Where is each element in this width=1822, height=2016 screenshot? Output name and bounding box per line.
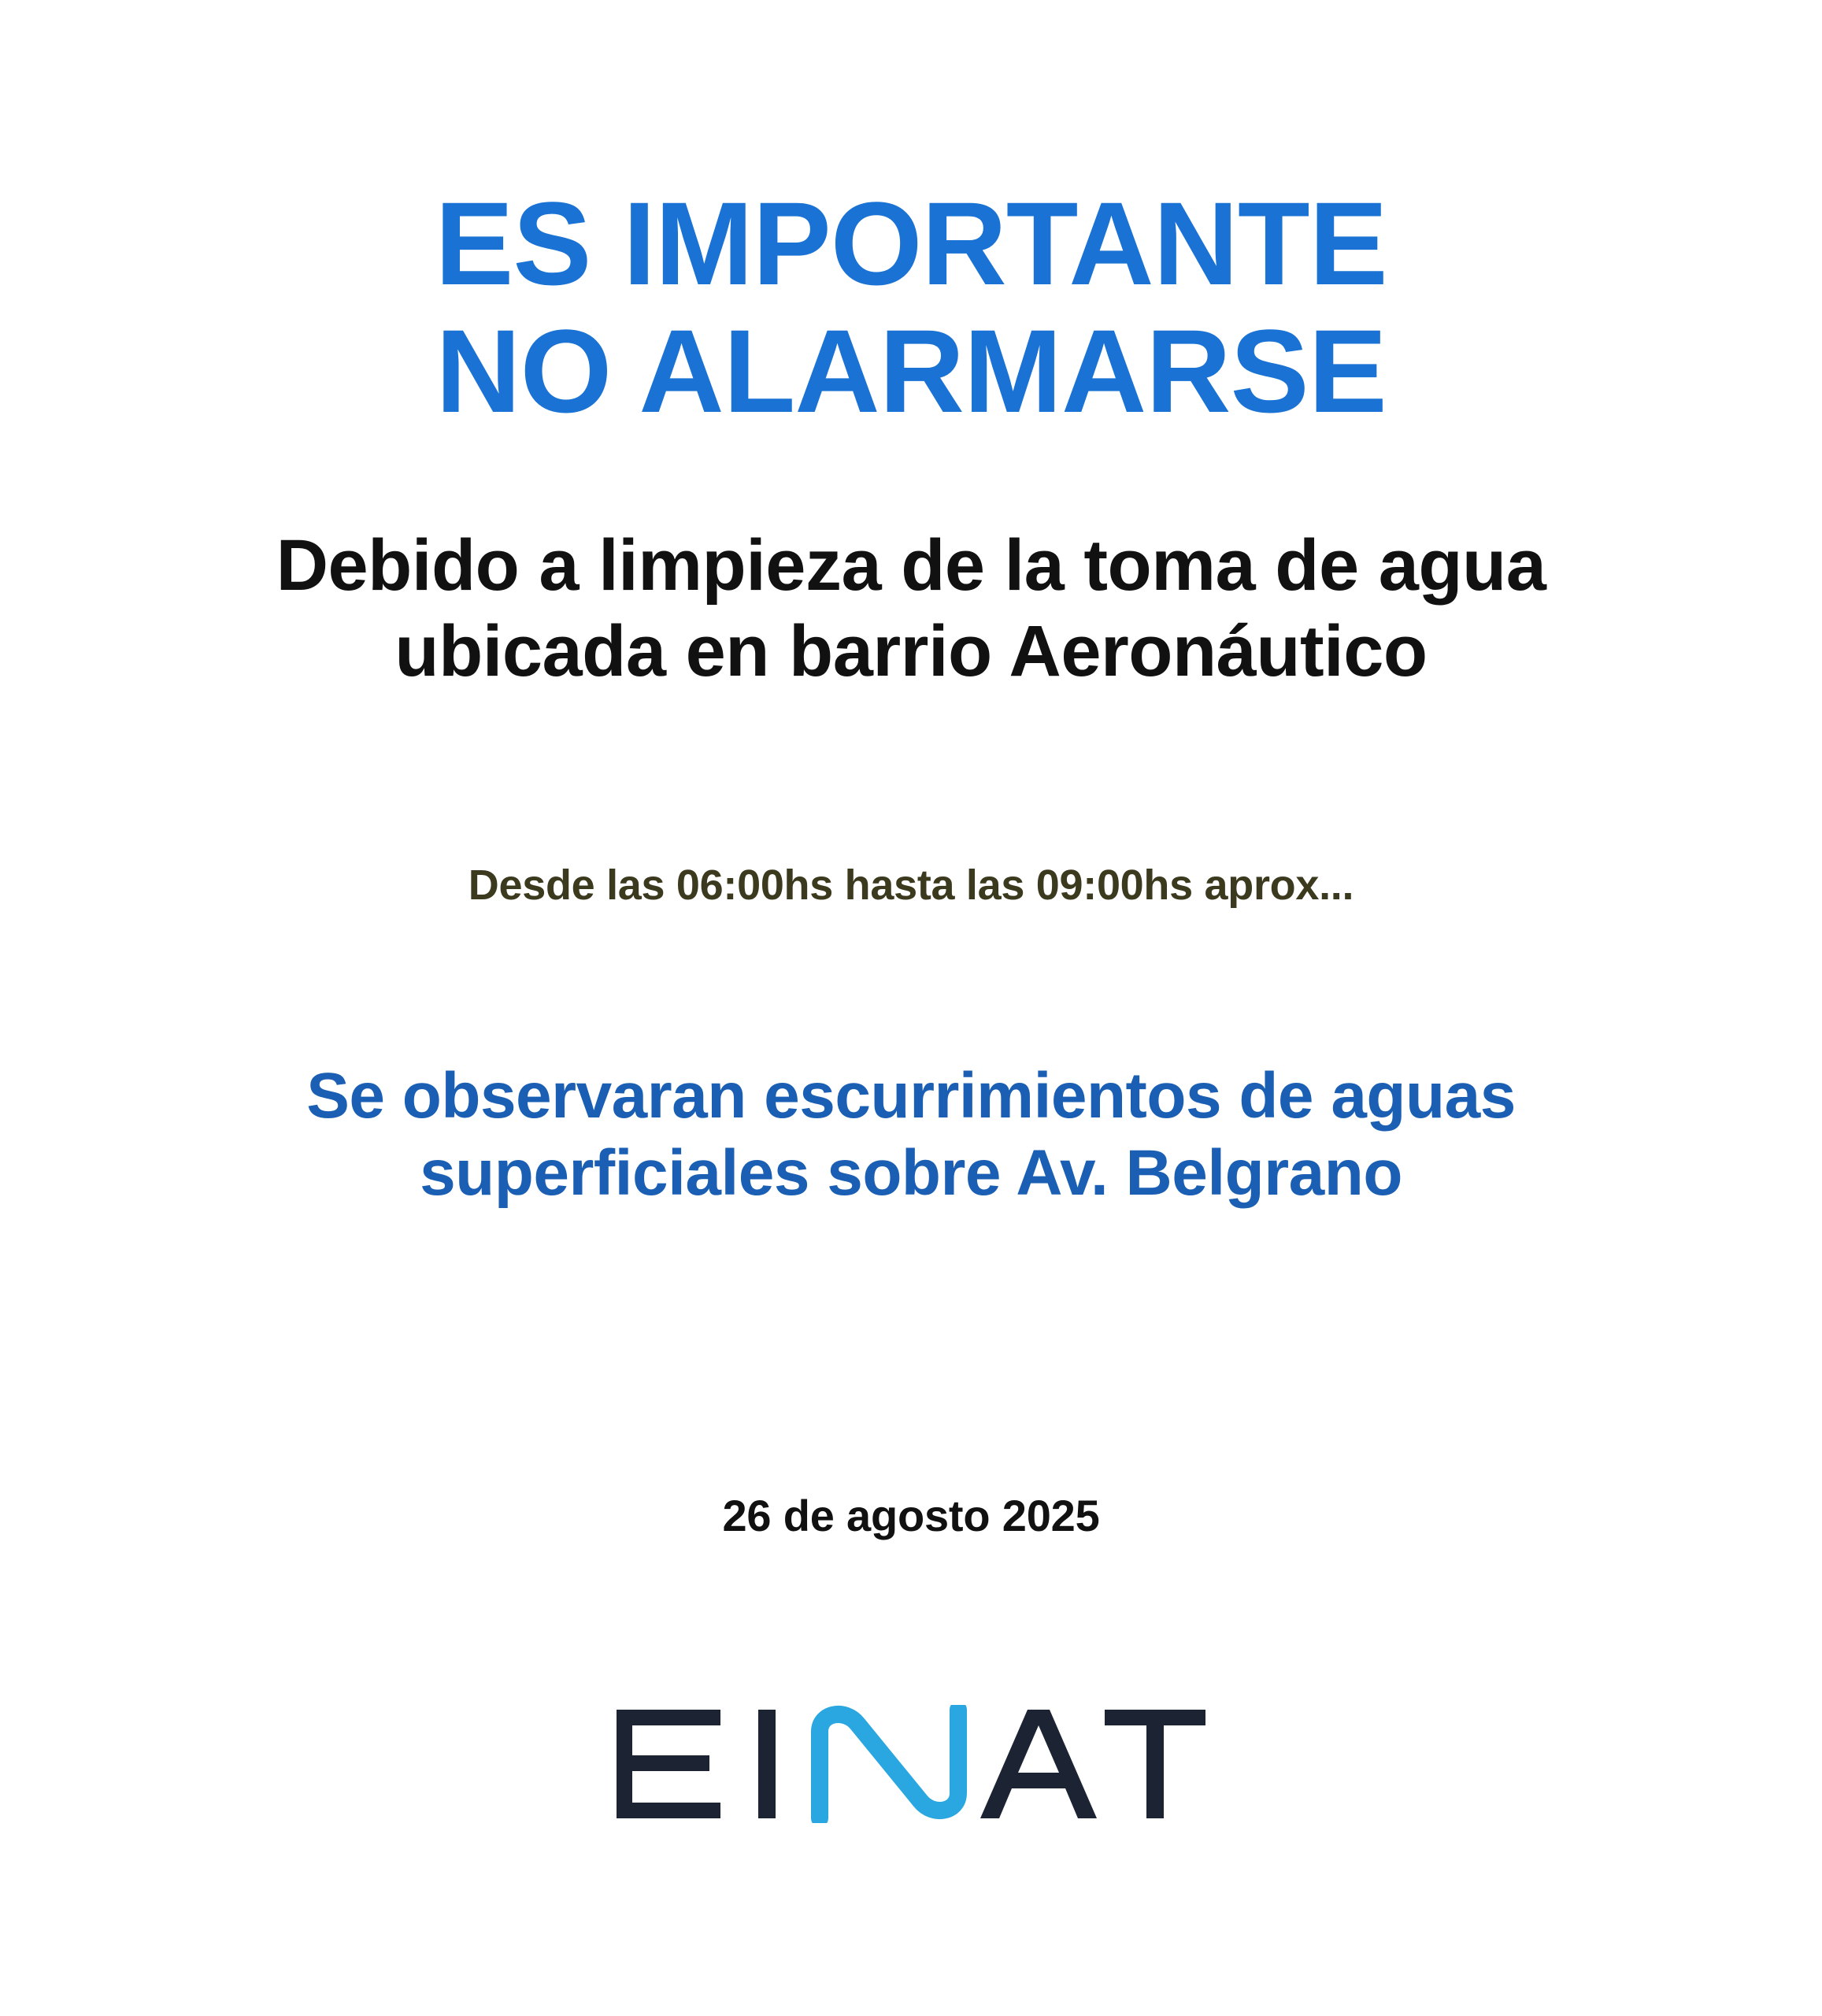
notice-line-2: superficiales sobre Av. Belgrano xyxy=(420,1137,1402,1210)
einat-logo xyxy=(612,1705,1210,1823)
headline-line-1: ES IMPORTANTE xyxy=(435,177,1387,309)
date-text: 26 de agosto 2025 xyxy=(722,1490,1100,1540)
headline xyxy=(435,177,1387,437)
headline-line-2: NO ALARMARSE xyxy=(435,305,1387,437)
subheadline-line-1: Debido a limpieza de la toma de agua xyxy=(276,525,1546,606)
subheadline xyxy=(276,523,1546,694)
subheadline-line-2: ubicada en barrio Aeronáutico xyxy=(394,610,1428,691)
time-range-text: Desde las 06:00hs hasta las 09:00hs aprox... xyxy=(468,862,1354,910)
notice-text xyxy=(306,1058,1516,1213)
notice-line-1: Se observaran escurrimientos de aguas xyxy=(306,1060,1516,1132)
